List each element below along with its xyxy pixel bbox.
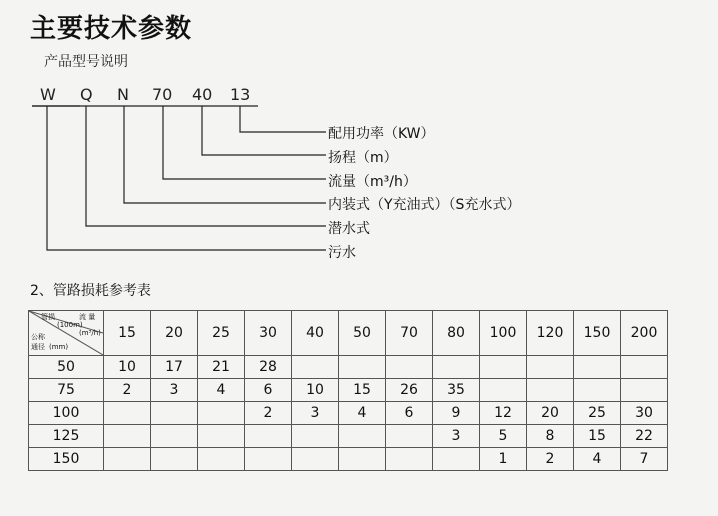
loss-value-cell: 22: [621, 425, 668, 448]
loss-value-cell: 1: [480, 448, 527, 471]
flow-header-cell: 15: [104, 311, 151, 356]
loss-value-cell: 12: [480, 402, 527, 425]
table-row: [29, 356, 668, 379]
desc-head: 扬程（m）: [328, 150, 398, 166]
corner-flow-label: 流 量: [79, 313, 96, 321]
table-row: [29, 402, 668, 425]
loss-value-cell: [198, 448, 245, 471]
corner-flow-unit: (m³/h): [79, 329, 101, 337]
loss-value-cell: [386, 425, 433, 448]
flow-header-cell: 40: [292, 311, 339, 356]
pipe-loss-table: [28, 310, 668, 471]
code-letter-40: 40: [192, 85, 213, 104]
table-row: [29, 448, 668, 471]
loss-value-cell: [386, 356, 433, 379]
loss-value-cell: 2: [245, 402, 292, 425]
loss-value-cell: [198, 402, 245, 425]
loss-value-cell: 35: [433, 379, 480, 402]
code-letter-70: 70: [152, 85, 173, 104]
loss-value-cell: [433, 356, 480, 379]
loss-value-cell: [386, 448, 433, 471]
corner-diameter-label2: 通径: [31, 343, 45, 351]
loss-value-cell: [198, 425, 245, 448]
diameter-cell: 100: [29, 402, 104, 425]
loss-value-cell: 15: [574, 425, 621, 448]
loss-value-cell: 6: [245, 379, 292, 402]
code-letter-13: 13: [230, 85, 251, 104]
corner-diameter-unit: (mm): [49, 343, 69, 351]
diameter-cell: 50: [29, 356, 104, 379]
page-title: 主要技术参数: [30, 14, 193, 44]
loss-value-cell: 3: [292, 402, 339, 425]
table-corner-cell: [29, 311, 104, 356]
corner-loss-label: 管损: [41, 313, 55, 321]
loss-value-cell: 9: [433, 402, 480, 425]
loss-value-cell: 17: [151, 356, 198, 379]
flow-header-cell: 200: [621, 311, 668, 356]
loss-value-cell: 20: [527, 402, 574, 425]
desc-internal: 内装式（Y充油式）（S充水式）: [328, 197, 521, 213]
model-explanation-subtitle: 产品型号说明: [44, 54, 128, 70]
loss-value-cell: [339, 448, 386, 471]
table-header-row: [29, 311, 668, 356]
loss-value-cell: 5: [480, 425, 527, 448]
loss-value-cell: [480, 356, 527, 379]
code-letter-w: W: [40, 85, 56, 104]
loss-value-cell: 4: [574, 448, 621, 471]
loss-value-cell: [292, 356, 339, 379]
loss-value-cell: 25: [574, 402, 621, 425]
loss-value-cell: [151, 402, 198, 425]
loss-value-cell: [151, 425, 198, 448]
loss-value-cell: 30: [621, 402, 668, 425]
loss-value-cell: [245, 448, 292, 471]
loss-value-cell: [621, 379, 668, 402]
loss-value-cell: [292, 425, 339, 448]
loss-value-cell: [245, 425, 292, 448]
loss-value-cell: [527, 356, 574, 379]
flow-header-cell: 30: [245, 311, 292, 356]
desc-sewage: 污水: [328, 245, 356, 261]
loss-value-cell: 28: [245, 356, 292, 379]
loss-value-cell: 21: [198, 356, 245, 379]
flow-header-cell: 120: [527, 311, 574, 356]
code-letter-n: N: [117, 85, 129, 104]
loss-value-cell: [621, 356, 668, 379]
loss-value-cell: 2: [527, 448, 574, 471]
flow-header-cell: 150: [574, 311, 621, 356]
desc-submersible: 潜水式: [328, 221, 370, 237]
diameter-cell: 125: [29, 425, 104, 448]
loss-value-cell: 6: [386, 402, 433, 425]
loss-value-cell: 3: [433, 425, 480, 448]
loss-value-cell: 8: [527, 425, 574, 448]
flow-header-cell: 80: [433, 311, 480, 356]
diameter-cell: 150: [29, 448, 104, 471]
loss-value-cell: [339, 356, 386, 379]
loss-value-cell: [292, 448, 339, 471]
table-row: [29, 425, 668, 448]
loss-value-cell: 4: [339, 402, 386, 425]
loss-value-cell: [104, 402, 151, 425]
loss-value-cell: 2: [104, 379, 151, 402]
loss-value-cell: 10: [104, 356, 151, 379]
corner-diameter-label: 公称: [31, 333, 45, 341]
corner-loss-unit: (100m): [57, 321, 83, 329]
loss-value-cell: 4: [198, 379, 245, 402]
flow-header-cell: 50: [339, 311, 386, 356]
flow-header-cell: 70: [386, 311, 433, 356]
loss-value-cell: [480, 379, 527, 402]
loss-value-cell: [574, 379, 621, 402]
flow-header-cell: 25: [198, 311, 245, 356]
loss-value-cell: 3: [151, 379, 198, 402]
loss-value-cell: [104, 425, 151, 448]
loss-value-cell: [527, 379, 574, 402]
loss-value-cell: [339, 425, 386, 448]
loss-value-cell: 7: [621, 448, 668, 471]
loss-table-heading: 2、管路损耗参考表: [30, 283, 151, 299]
loss-value-cell: 26: [386, 379, 433, 402]
loss-value-cell: [574, 356, 621, 379]
flow-header-cell: 20: [151, 311, 198, 356]
loss-value-cell: [433, 448, 480, 471]
diameter-cell: 75: [29, 379, 104, 402]
desc-power: 配用功率（KW）: [328, 126, 435, 142]
desc-flow: 流量（m³/h）: [328, 174, 417, 190]
loss-value-cell: 15: [339, 379, 386, 402]
loss-value-cell: 10: [292, 379, 339, 402]
loss-value-cell: [151, 448, 198, 471]
table-row: [29, 379, 668, 402]
code-letter-q: Q: [80, 85, 93, 104]
flow-header-cell: 100: [480, 311, 527, 356]
loss-value-cell: [104, 448, 151, 471]
